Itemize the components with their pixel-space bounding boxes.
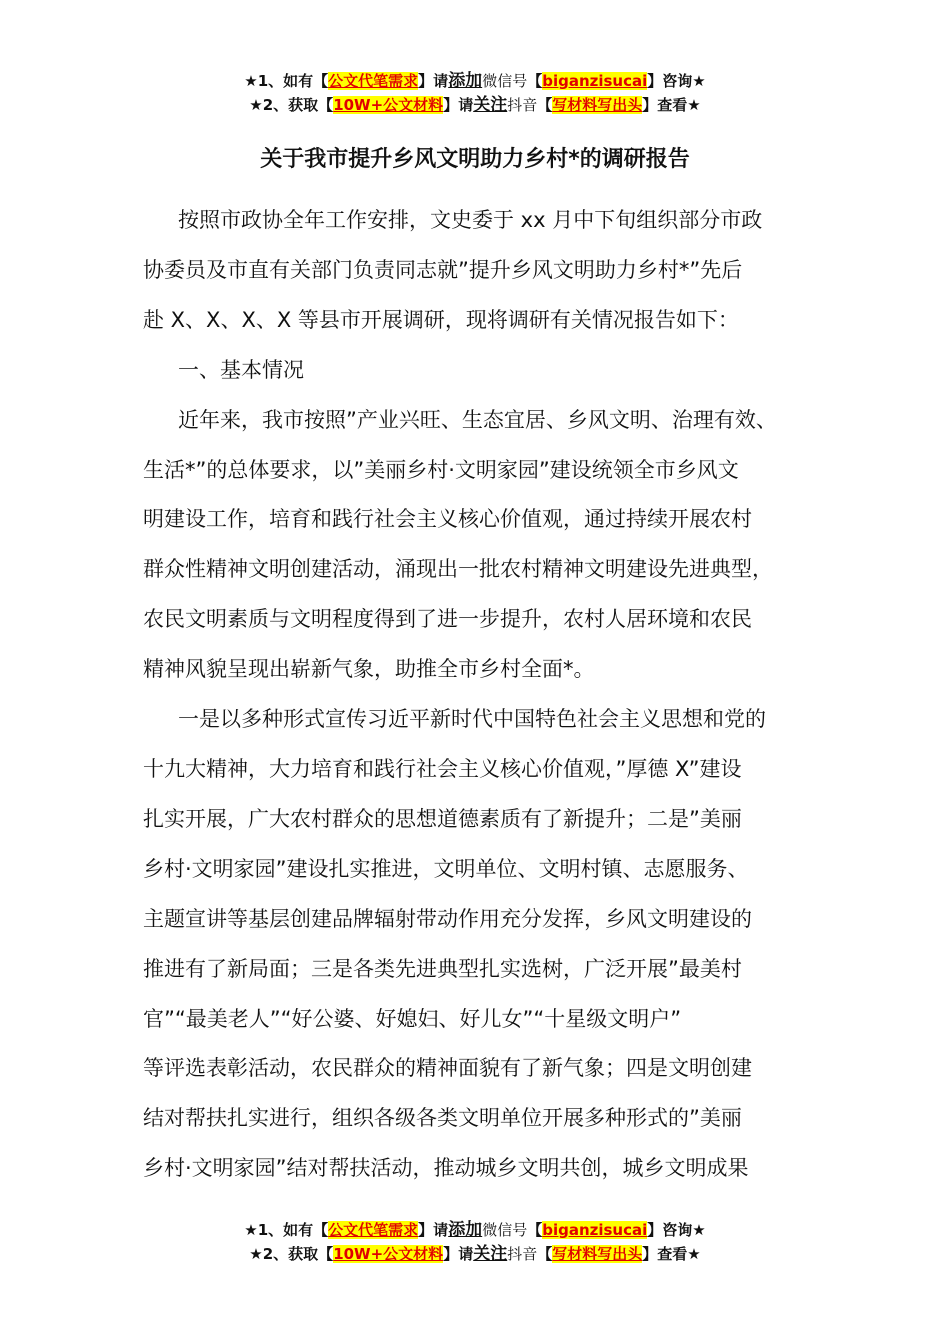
paragraph-line: 官”“最美老人”“好公婆、好媳妇、好儿女”“十星级文明户” xyxy=(143,1006,682,1031)
text: ★1、如有【 xyxy=(244,1221,329,1239)
paragraph-line: 协委员及市直有关部门负责同志就”提升乡风文明助力乡村*”先后 xyxy=(143,257,743,282)
paragraph-line: 农民文明素质与文明程度得到了进一步提升，农村人居环境和农民 xyxy=(143,607,752,632)
paragraph-line: 等评选表彰活动，农民群众的精神面貌有了新气象；四是文明创建 xyxy=(143,1056,752,1081)
promo-line-1 xyxy=(0,1218,950,1242)
document-body xyxy=(143,196,833,1194)
paragraph-line: 乡村·文明家园”结对帮扶活动，推动城乡文明共创，城乡文明成果 xyxy=(143,1156,749,1181)
highlight: 公文代笔需求 xyxy=(328,72,419,90)
document-title: 关于我市提升乡风文明助力乡村*的调研报告 xyxy=(260,147,690,172)
text: 抖音 xyxy=(507,96,538,114)
promo-line-2 xyxy=(0,1242,950,1266)
paragraph-line: 赴 X、X、X、X 等县市开展调研，现将调研有关情况报告如下： xyxy=(143,307,739,332)
text: 抖音 xyxy=(507,1245,538,1263)
text: 微信号 xyxy=(482,72,528,90)
text: ★2、获取【 xyxy=(249,96,334,114)
text: 】请 xyxy=(443,1245,474,1263)
paragraph-line: 十九大精神，大力培育和践行社会主义核心价值观，”厚德 X”建设 xyxy=(143,756,742,781)
underlined-text: 关注 xyxy=(473,95,508,115)
text: 】请 xyxy=(418,1221,449,1239)
highlight: 公文代笔需求 xyxy=(328,1221,419,1239)
paragraph-line: 主题宣讲等基层创建品牌辐射带动作用充分发挥，乡风文明建设的 xyxy=(143,906,752,931)
text: ★2、获取【 xyxy=(249,1245,334,1263)
paragraph-line: 乡村·文明家园”建设扎实推进，文明单位、文明村镇、志愿服务、 xyxy=(143,856,749,881)
promo-line-1 xyxy=(0,69,950,93)
text: 】请 xyxy=(443,96,474,114)
highlight: 10W+公文材料 xyxy=(333,96,444,114)
paragraph-line: 精神风貌呈现出崭新气象，助推全市乡村全面*。 xyxy=(143,657,595,682)
text: 微信号 xyxy=(482,1221,528,1239)
paragraph-line: 结对帮扶扎实进行，组织各级各类文明单位开展多种形式的”美丽 xyxy=(143,1106,742,1131)
text: 】查看★ xyxy=(642,96,701,114)
paragraph-line: 推进有了新局面；三是各类先进典型扎实选树，广泛开展”最美村 xyxy=(143,956,742,981)
promo-line-2 xyxy=(0,93,950,117)
promo-banner-bottom xyxy=(0,1218,950,1266)
highlight: 10W+公文材料 xyxy=(333,1245,444,1263)
paragraph-line: 生活*”的总体要求，以”美丽乡村·文明家园”建设统领全市乡风文 xyxy=(143,457,739,482)
text: 】查看★ xyxy=(642,1245,701,1263)
section-heading: 一、基本情况 xyxy=(178,357,304,382)
text: 【 xyxy=(537,1245,553,1263)
text: 】请 xyxy=(418,72,449,90)
highlight: 写材料写出头 xyxy=(552,1245,643,1263)
paragraph-line: 近年来，我市按照”产业兴旺、生态宜居、乡风文明、治理有效、 xyxy=(178,407,777,432)
underlined-text: 添加 xyxy=(448,1220,483,1240)
paragraph-line: 扎实开展，广大农村群众的思想道德素质有了新提升；二是”美丽 xyxy=(143,806,742,831)
paragraph-line: 群众性精神文明创建活动，涌现出一批农村精神文明建设先进典型， xyxy=(143,557,773,582)
text: 】咨询★ xyxy=(647,72,706,90)
text: 】咨询★ xyxy=(647,1221,706,1239)
text: 【 xyxy=(527,72,543,90)
highlight: 写材料写出头 xyxy=(552,96,643,114)
text: 【 xyxy=(537,96,553,114)
highlight: biganzisucai xyxy=(542,1221,648,1239)
paragraph-line: 一是以多种形式宣传习近平新时代中国特色社会主义思想和党的 xyxy=(178,707,766,732)
underlined-text: 关注 xyxy=(473,1244,508,1264)
text: ★1、如有【 xyxy=(244,72,329,90)
highlight: biganzisucai xyxy=(542,72,648,90)
paragraph-line: 明建设工作，培育和践行社会主义核心价值观，通过持续开展农村 xyxy=(143,507,752,532)
promo-banner-top xyxy=(0,69,950,117)
paragraph-line: 按照市政协全年工作安排，文史委于 xx 月中下旬组织部分市政 xyxy=(178,208,763,232)
text: 【 xyxy=(527,1221,543,1239)
underlined-text: 添加 xyxy=(448,71,483,91)
